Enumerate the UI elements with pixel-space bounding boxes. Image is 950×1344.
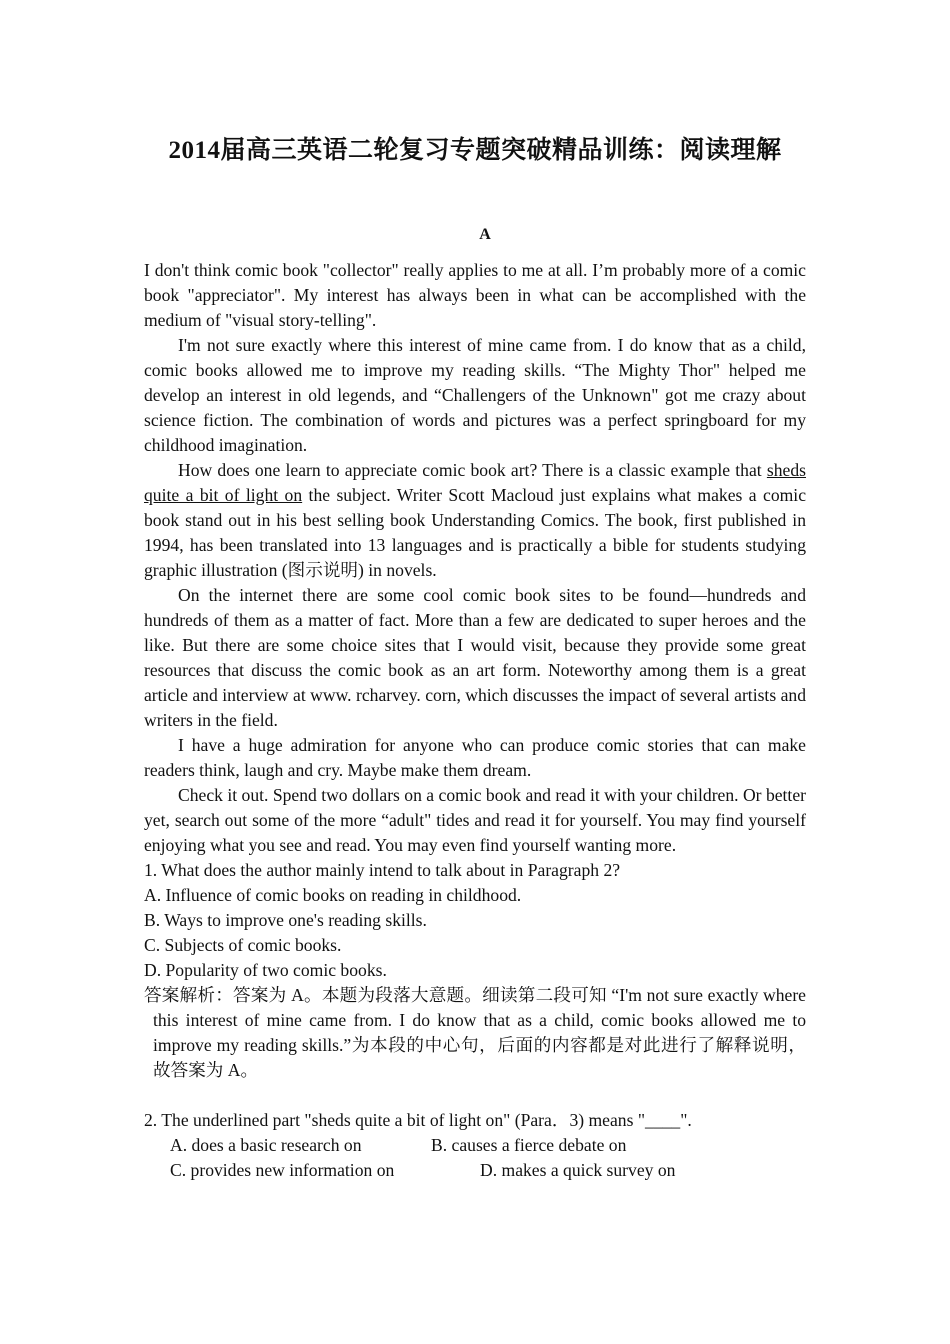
question-1-option-c: C. Subjects of comic books.	[144, 935, 342, 955]
question-1-answer: 答案解析：答案为 A。本题为段落大意题。细读第二段可知 “I'm not sure exactly where this interest of mine came from. I do know that as a child, comic books allowed me to improve my reading skills.”为本段的中心句，后面的内容都是对此进行了解释说明，故答案为 A。	[144, 985, 806, 1080]
question-2-option-a: A. does a basic research on	[170, 1135, 362, 1155]
question-1-option-a: A. Influence of comic books on reading in childhood.	[144, 885, 522, 905]
question-2-options-row-2	[170, 1158, 806, 1183]
document-body	[144, 258, 806, 1183]
question-1-stem: 1. What does the author mainly intend to talk about in Paragraph 2?	[144, 860, 621, 880]
question-2-stem: 2. The underlined part "sheds quite a bit of light on" (Para．3) means "____".	[144, 1110, 692, 1130]
paragraph-6: Check it out. Spend two dollars on a comic book and read it with your children. Or better yet, search out some of the more “adult" tides and read it for yourself. You may find yourself enjoying what you see and read. You may even find yourself wanting more.	[144, 785, 806, 855]
paragraph-5: I have a huge admiration for anyone who can produce comic stories that can make readers think, laugh and cry. Maybe make them dream.	[144, 735, 806, 780]
paragraph-3-rest: the subject. Writer Scott Macloud just explains what makes a comic book stand out in his best selling book Understanding Comics. The book, first published in 1994, has been translated into 13 languages and is practically a bible for students studying graphic illustration (图示说明) in novels.	[144, 485, 806, 580]
document-title: 2014届高三英语二轮复习专题突破精品训练：阅读理解	[168, 137, 782, 164]
paragraph-3	[144, 458, 806, 583]
question-2-option-d: D. makes a quick survey on	[480, 1160, 676, 1180]
question-2-options-row-1	[170, 1133, 806, 1158]
paragraph-4: On the internet there are some cool comic book sites to be found—hundreds and hundreds of them as a matter of fact. More than a few are dedicated to super heroes and the like. But there are some choice sites that I would visit, because they provide some great resources that discuss the comic book as an art form. Noteworthy among them is a great article and interview at www. rcharvey. corn, which discusses the impact of several artists and writers in the field.	[144, 585, 806, 730]
underlined-phrase: sheds quite a bit of light on	[144, 460, 806, 505]
paragraph-3-start: How does one learn to appreciate comic book art? There is a classic example that	[178, 460, 767, 480]
question-1-option-b: B. Ways to improve one's reading skills.	[144, 910, 427, 930]
question-1-option-d: D. Popularity of two comic books.	[144, 960, 387, 980]
spacer	[144, 1083, 806, 1108]
question-2-option-b: B. causes a fierce debate on	[431, 1135, 627, 1155]
paragraph-2: I'm not sure exactly where this interest of mine came from. I do know that as a child, comic books allowed me to improve my reading skills. “The Mighty Thor" helped me develop an interest in old legends, and “Challengers of the Unknown" got me crazy about science fiction. The combination of words and pictures was a perfect springboard for my childhood imagination.	[144, 335, 806, 455]
paragraph-1: I don't think comic book "collector" really applies to me at all. I’m probably more of a comic book "appreciator". My interest has always been in what can be accomplished with the medium of "visual story-telling".	[144, 260, 806, 330]
question-2-option-c: C. provides new information on	[170, 1160, 395, 1180]
section-heading: A	[479, 226, 491, 243]
